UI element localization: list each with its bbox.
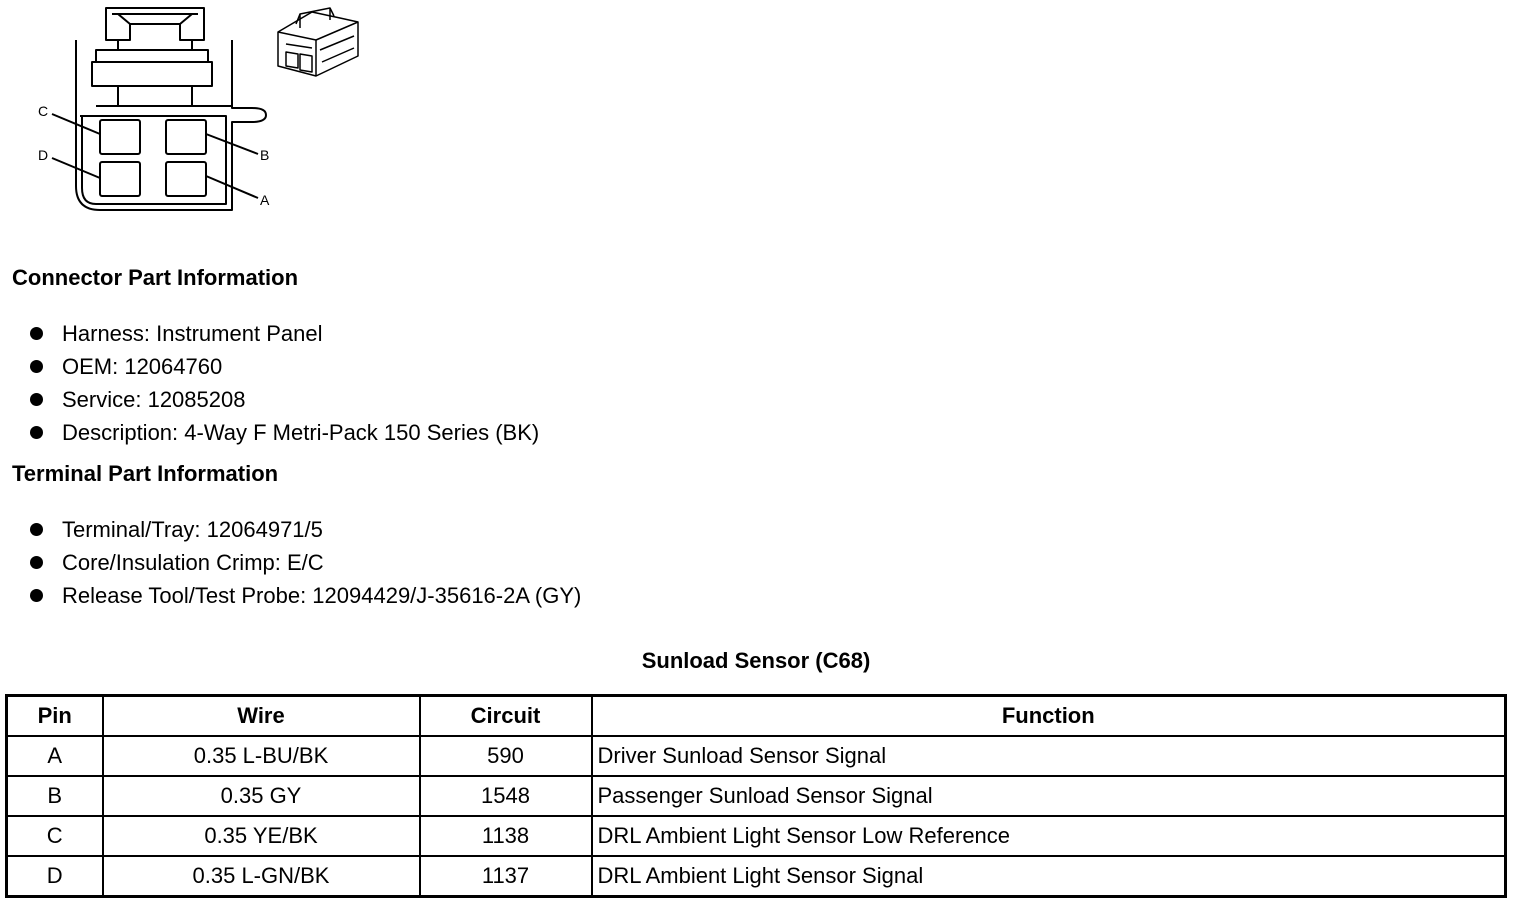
bullet-icon xyxy=(30,523,43,536)
wire-cell: 0.35 L-GN/BK xyxy=(103,856,420,897)
list-item: Terminal/Tray: 12064971/5 xyxy=(30,513,581,546)
list-item: Service: 12085208 xyxy=(30,383,539,416)
terminal-part-list xyxy=(30,513,581,612)
bullet-icon xyxy=(30,327,43,340)
column-header-pin: Pin xyxy=(7,696,103,737)
wire-cell: 0.35 L-BU/BK xyxy=(103,736,420,776)
bullet-icon xyxy=(30,556,43,569)
function-cell: Driver Sunload Sensor Signal xyxy=(592,736,1506,776)
circuit-cell: 1548 xyxy=(420,776,592,816)
table-row xyxy=(7,736,1506,776)
column-header-wire: Wire xyxy=(103,696,420,737)
connector-diagram xyxy=(30,0,370,215)
bullet-icon xyxy=(30,393,43,406)
table-row xyxy=(7,776,1506,816)
circuit-cell: 1138 xyxy=(420,816,592,856)
wire-cell: 0.35 YE/BK xyxy=(103,816,420,856)
connector-part-list xyxy=(30,317,539,449)
connector-part-heading: Connector Part Information xyxy=(12,265,299,290)
list-item: Harness: Instrument Panel xyxy=(30,317,539,350)
bullet-icon xyxy=(30,360,43,373)
function-cell: DRL Ambient Light Sensor Signal xyxy=(592,856,1506,897)
pin-table xyxy=(5,694,1507,898)
pin-cell: A xyxy=(7,736,103,776)
list-item: Description: 4-Way F Metri-Pack 150 Series (BK) xyxy=(30,416,539,449)
pin-cell: D xyxy=(7,856,103,897)
function-cell: Passenger Sunload Sensor Signal xyxy=(592,776,1506,816)
list-item: Core/Insulation Crimp: E/C xyxy=(30,546,581,579)
pin-cell: B xyxy=(7,776,103,816)
circuit-cell: 1137 xyxy=(420,856,592,897)
table-row xyxy=(7,856,1506,897)
list-item: Release Tool/Test Probe: 12094429/J-35616-2A (GY) xyxy=(30,579,581,612)
pin-label-d: D xyxy=(38,147,49,163)
column-header-function: Function xyxy=(592,696,1506,737)
pin-cell: C xyxy=(7,816,103,856)
bullet-icon xyxy=(30,426,43,439)
bullet-icon xyxy=(30,589,43,602)
table-row xyxy=(7,816,1506,856)
column-header-circuit: Circuit xyxy=(420,696,592,737)
terminal-part-heading: Terminal Part Information xyxy=(12,461,279,486)
table-header-row xyxy=(7,696,1506,737)
circuit-cell: 590 xyxy=(420,736,592,776)
list-item: OEM: 12064760 xyxy=(30,350,539,383)
pin-label-c: C xyxy=(38,103,49,119)
pin-label-b: B xyxy=(260,147,270,163)
function-cell: DRL Ambient Light Sensor Low Reference xyxy=(592,816,1506,856)
table-title: Sunload Sensor (C68) xyxy=(641,648,871,673)
pin-label-a: A xyxy=(260,192,270,208)
wire-cell: 0.35 GY xyxy=(103,776,420,816)
